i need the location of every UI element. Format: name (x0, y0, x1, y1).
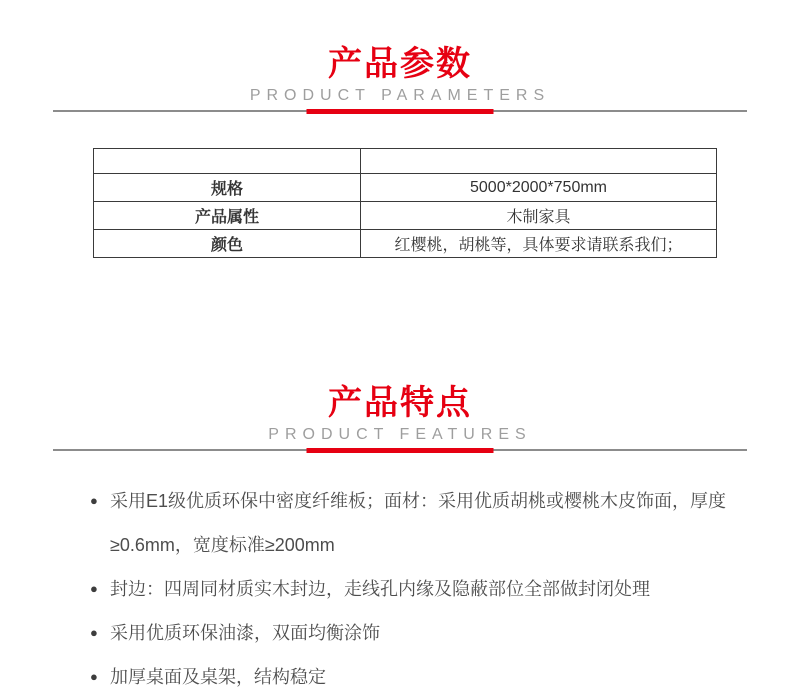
bullet-icon: ● (90, 493, 98, 508)
list-item (90, 611, 740, 655)
param-label: 产品属性 (94, 202, 361, 230)
list-item (90, 567, 740, 611)
section-subtitle-parameters: PRODUCT PARAMETERS (249, 87, 551, 104)
param-label: 颜色 (94, 230, 361, 258)
feature-text: 采用E1级优质环保中密度纤维板；面材：采用优质胡桃或樱桃木皮饰面，厚度≥0.6mm，宽度标准≥200mm (110, 491, 727, 555)
red-accent-segment (307, 448, 494, 453)
section-title-parameters: 产品参数 (328, 45, 472, 83)
param-value (361, 149, 717, 174)
param-value: 木制家具 (361, 202, 717, 230)
section-header-features (0, 385, 800, 451)
section-header-parameters (0, 0, 800, 112)
list-item (90, 655, 740, 699)
section-subtitle-features: PRODUCT FEATURES (268, 426, 532, 443)
feature-text: 封边：四周同材质实木封边，走线孔内缘及隐蔽部位全部做封闭处理 (110, 579, 650, 599)
divider-rule (53, 449, 747, 451)
param-label (94, 149, 361, 174)
bullet-icon: ● (90, 625, 98, 640)
red-accent-segment (307, 109, 494, 114)
param-value: 5000*2000*750mm (361, 174, 717, 202)
parameters-table (93, 148, 717, 258)
feature-text: 加厚桌面及桌架，结构稳定 (110, 667, 326, 687)
features-list (90, 479, 740, 699)
table-row (94, 202, 717, 230)
table-row (94, 174, 717, 202)
param-value: 红樱桃，胡桃等，具体要求请联系我们； (361, 230, 717, 258)
list-item (90, 479, 740, 567)
bullet-icon: ● (90, 669, 98, 684)
section-title-features: 产品特点 (328, 384, 472, 422)
bullet-icon: ● (90, 581, 98, 596)
table-row (94, 149, 717, 174)
table-row (94, 230, 717, 258)
divider-rule (53, 110, 747, 112)
param-label: 规格 (94, 174, 361, 202)
feature-text: 采用优质环保油漆，双面均衡涂饰 (110, 623, 380, 643)
